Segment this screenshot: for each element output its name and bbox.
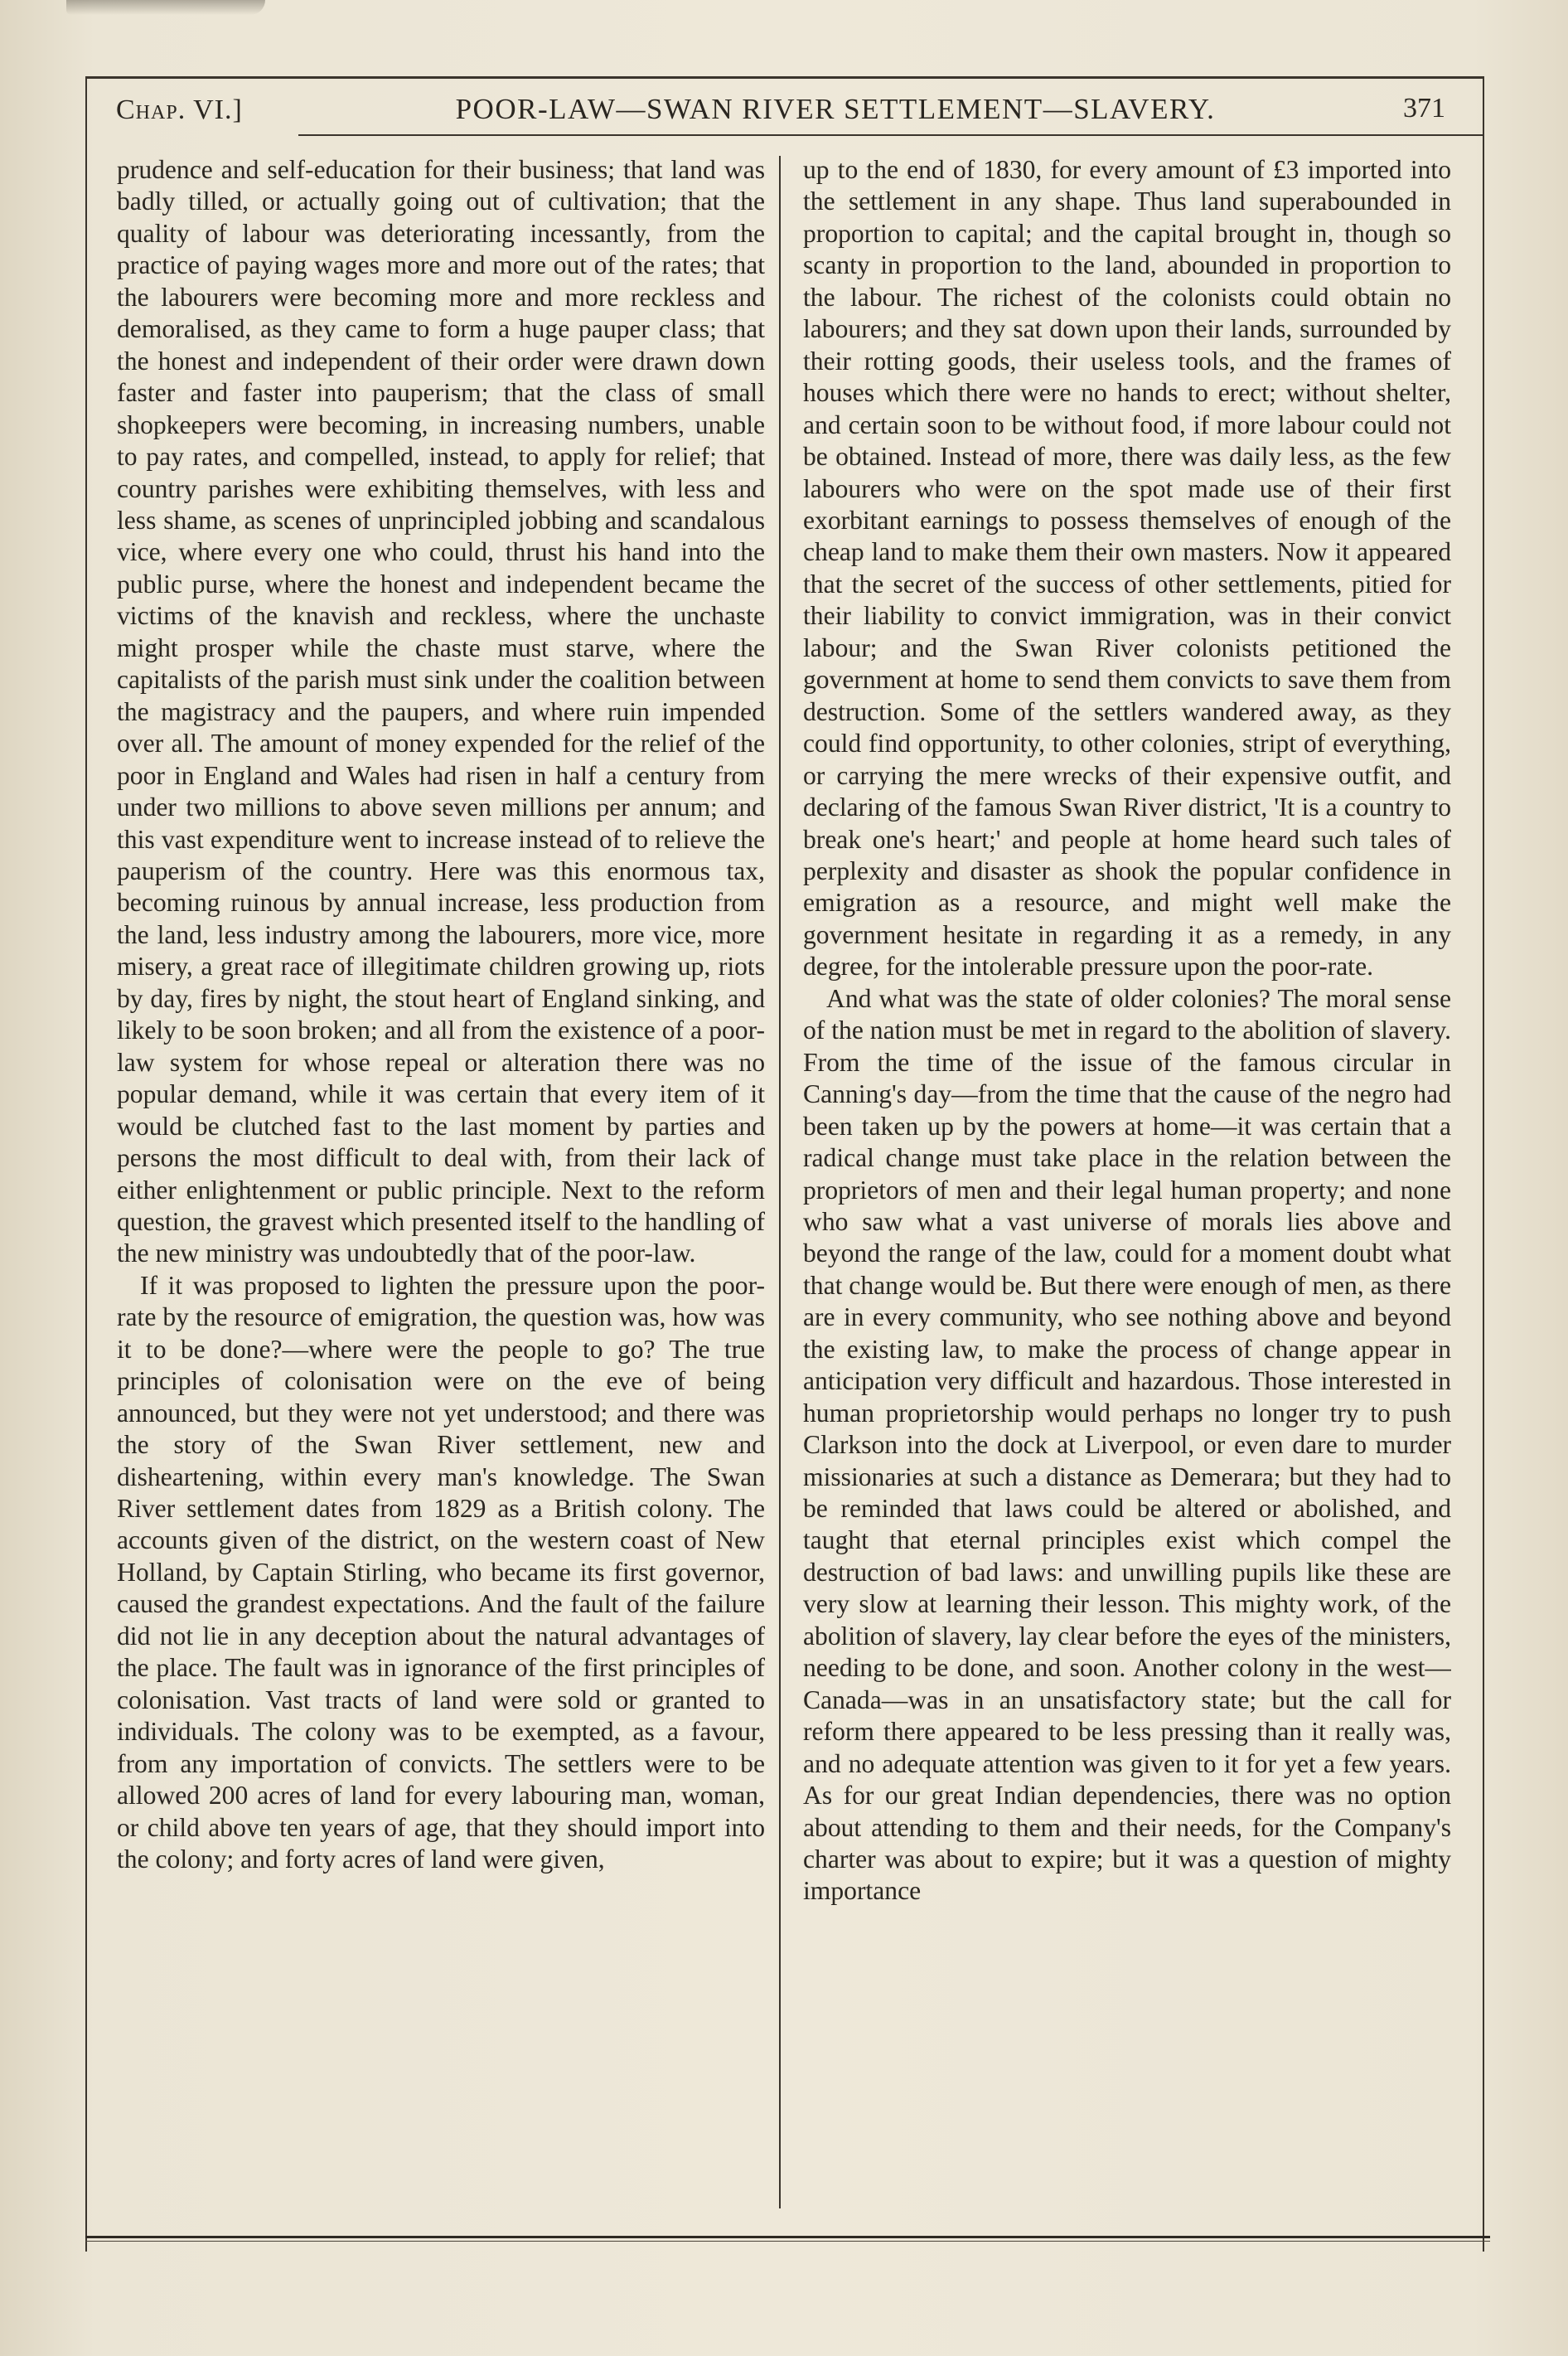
running-header xyxy=(90,90,1465,141)
bottom-rule xyxy=(85,2236,1490,2238)
left-paragraph-2: If it was proposed to lighten the pressure upon the poor-rate by the resource of emigration, the question was, how was it to be done?—where were the people to go? The true principles of colonisation were on the eve of being announced, but they were not yet understood; and there was the story of the Swan River settlement, new and disheartening, within every man's knowledge. The Swan River settlement dates from 1829 as a British colony. The accounts given of the district, on the western coast of New Holland, by Captain Stirling, who became its first governor, caused the grandest expectations. And the fault of the failure did not lie in any deception about the natural advantages of the place. The fault was in ignorance of the first principles of colonisation. Vast tracts of land were sold or granted to individuals. The colony was to be exempted, as a favour, from any importation of convicts. The settlers were to be allowed 200 acres of land for every labouring man, woman, or child above ten years of age, that they should import into the colony; and forty acres of land were given, xyxy=(117,1270,765,1874)
running-title: POOR-LAW—SWAN RIVER SETTLEMENT—SLAVERY. xyxy=(455,93,1216,125)
chapter-label: Chap. VI.] xyxy=(116,95,243,125)
left-paragraph-1: prudence and self-education for their business; that land was badly tilled, or actually going out of cultivation; that the quality of labour was deteriorating incessantly, from the practice of paying wages more and more out of the rates; that the labourers were becoming more and more reckless and demoralised, as they came to form a huge pauper class; that the honest and independent of their order were drawn down faster and faster into pauperism; that the class of small shopkeepers were becoming, in increasing numbers, unable to pay rates, and compelled, instead, to apply for relief; that country parishes were exhibiting themselves, with less and less shame, as scenes of unprincipled jobbing and scandalous vice, where every one who could, thrust his hand into the public purse, where the honest and independent became the victims of the knavish and reckless, where the unchaste might prosper while the chaste must starve, where the capitalists of the parish must sink under the coalition between the magistracy and the paupers, and where ruin impended over all. The amount of money expended for the relief of the poor in England and Wales had risen in half a century from under two millions to above seven millions per annum; and this vast expenditure went to increase instead of to relieve the pauperism of the country. Here was this enormous tax, becoming ruinous by annual increase, less production from the land, less industry among the labourers, more vice, more misery, a great race of illegitimate children growing up, riots by day, fires by night, the stout heart of England sinking, and likely to be soon broken; and all from the existence of a poor-law system for whose repeal or alteration there was no popular demand, while it was certain that every item of it would be clutched fast to the last moment by parties and persons the most difficult to deal with, from their lack of either enlightenment or public principle. Next to the reform question, the gravest which presented itself to the handling of the new ministry was undoubtedly that of the poor-law. xyxy=(117,155,765,1268)
right-paragraph-2: And what was the state of older colonies? The moral sense of the nation must be met in regard to the abolition of slavery. From the time of the issue of the famous circular in Canning's day—from the time that the cause of the negro had been taken up by the powers at home—it was certain that a radical change must take place in the relation between the proprietors of men and their legal human property; and none who saw what a vast universe of morals lies above and beyond the range of the law, could for a moment doubt what that change would be. But there were enough of men, as there are in every community, who see nothing above and beyond the existing law, to make the process of change appear in anticipation very difficult and hazardous. Those interested in human proprietorship would perhaps no longer try to push Clarkson into the dock at Liverpool, or even dare to murder missionaries at such a distance as Demerara; but they had to be reminded that laws could be altered or abolished, and taught that eternal principles exist which compel the destruction of bad laws: and unwilling pupils like these are very slow at learning their lesson. This mighty work, of the abolition of slavery, lay clear before the eyes of the ministers, needing to be done, and soon. Another colony in the west—Canada—was in an unsatisfactory state; but the call for reform there appeared to be less pressing than it really was, and no adequate attention was given to it for yet a few years. As for our great Indian dependencies, there was no option about attending to them and their needs, for the Company's charter was about to expire; but it was a question of mighty importance xyxy=(803,983,1451,1906)
right-column xyxy=(803,154,1451,2210)
bottom-rule-thin xyxy=(85,2241,1490,2242)
header-rule xyxy=(298,134,1483,136)
left-column xyxy=(117,154,765,2210)
page-number: 371 xyxy=(1403,93,1445,124)
top-smudge xyxy=(66,0,265,15)
right-paragraph-1: up to the end of 1830, for every amount of £3 imported into the settlement in any shape. Thus land superabounded in proportion to capital; and the capital brought in, though so scanty in proportion to the land, abounded in proportion to the labour. The richest of the colonists could obtain no labourers; and they sat down upon their lands, surrounded by their rotting goods, their useless tools, and the frames of houses which there were no hands to erect; without shelter, and certain soon to be without food, if more labour could not be obtained. Instead of more, there was daily less, as the few labourers who were on the spot made use of their first exorbitant earnings to possess themselves of enough of the cheap land to make them their own masters. Now it appeared that the secret of the success of other settlements, pitied for their liability to convict immigration, was in their convict labour; and the Swan River colonists petitioned the government at home to send them convicts to save them from destruction. Some of the settlers wandered away, as they could find opportunity, to other colonies, stript of everything, or carrying the mere wrecks of their expensive outfit, and declaring of the famous Swan River district, 'It is a country to break one's heart;' and people at home heard such tales of perplexity and disaster as shook the popular confidence in emigration as a resource, and might well make the government hesitate in regarding it as a remedy, in any degree, for the intolerable pressure upon the poor-rate. xyxy=(803,155,1451,982)
column-divider xyxy=(779,156,781,2208)
